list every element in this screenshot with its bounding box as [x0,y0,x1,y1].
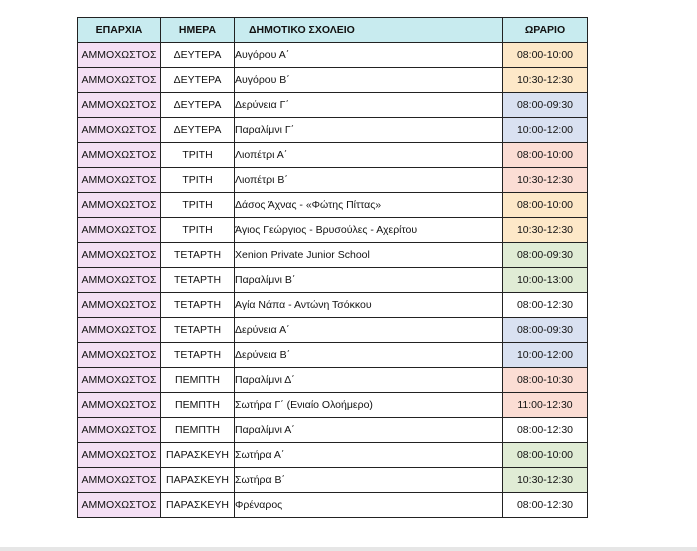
day-cell: ΤΡΙΤΗ [161,218,235,243]
time-cell: 10:30-12:30 [503,218,588,243]
district-cell: ΑΜΜΟΧΩΣΤΟΣ [78,343,161,368]
school-cell: Παραλίμνι Δ΄ [235,368,503,393]
school-cell: Παραλίμνι Β΄ [235,268,503,293]
day-cell: ΤΕΤΑΡΤΗ [161,243,235,268]
school-cell: Xenion Private Junior School [235,243,503,268]
table-row [78,343,588,368]
table-row [78,368,588,393]
district-cell: ΑΜΜΟΧΩΣΤΟΣ [78,493,161,518]
school-cell: Παραλίμνι Α΄ [235,418,503,443]
district-cell: ΑΜΜΟΧΩΣΤΟΣ [78,393,161,418]
time-cell: 10:00-12:00 [503,343,588,368]
district-cell: ΑΜΜΟΧΩΣΤΟΣ [78,43,161,68]
table-row [78,418,588,443]
time-cell: 08:00-12:30 [503,418,588,443]
school-cell: Σωτήρα Α΄ [235,443,503,468]
district-cell: ΑΜΜΟΧΩΣΤΟΣ [78,193,161,218]
time-cell: 08:00-12:30 [503,493,588,518]
header-time: ΩΡΑΡΙΟ [503,18,588,43]
time-cell: 08:00-10:00 [503,143,588,168]
day-cell: ΠΕΜΠΤΗ [161,393,235,418]
day-cell: ΠΑΡΑΣΚΕΥΗ [161,443,235,468]
school-cell: Δάσος Άχνας - «Φώτης Πίττας» [235,193,503,218]
school-cell: Σωτήρα Γ΄ (Ενιαίο Ολοήμερο) [235,393,503,418]
header-day: ΗΜΕΡΑ [161,18,235,43]
day-cell: ΤΡΙΤΗ [161,193,235,218]
table-row [78,218,588,243]
day-cell: ΤΕΤΑΡΤΗ [161,318,235,343]
district-cell: ΑΜΜΟΧΩΣΤΟΣ [78,118,161,143]
page-divider [0,547,697,551]
day-cell: ΤΡΙΤΗ [161,143,235,168]
table-row [78,118,588,143]
day-cell: ΠΑΡΑΣΚΕΥΗ [161,468,235,493]
school-cell: Φρέναρος [235,493,503,518]
district-cell: ΑΜΜΟΧΩΣΤΟΣ [78,293,161,318]
time-cell: 10:30-12:30 [503,68,588,93]
table-row [78,493,588,518]
district-cell: ΑΜΜΟΧΩΣΤΟΣ [78,268,161,293]
school-cell: Σωτήρα Β΄ [235,468,503,493]
district-cell: ΑΜΜΟΧΩΣΤΟΣ [78,318,161,343]
district-cell: ΑΜΜΟΧΩΣΤΟΣ [78,218,161,243]
day-cell: ΠΑΡΑΣΚΕΥΗ [161,493,235,518]
table-row [78,443,588,468]
time-cell: 10:00-12:00 [503,118,588,143]
school-cell: Άγιος Γεώργιος - Βρυσούλες - Αχερίτου [235,218,503,243]
schedule-table [77,17,588,518]
table-row [78,43,588,68]
district-cell: ΑΜΜΟΧΩΣΤΟΣ [78,468,161,493]
school-cell: Λιοπέτρι Α΄ [235,143,503,168]
day-cell: ΔΕΥΤΕΡΑ [161,68,235,93]
time-cell: 10:30-12:30 [503,468,588,493]
school-cell: Αυγόρου Β΄ [235,68,503,93]
time-cell: 08:00-10:00 [503,193,588,218]
district-cell: ΑΜΜΟΧΩΣΤΟΣ [78,243,161,268]
table-row [78,393,588,418]
district-cell: ΑΜΜΟΧΩΣΤΟΣ [78,168,161,193]
table-row [78,93,588,118]
day-cell: ΤΕΤΑΡΤΗ [161,343,235,368]
day-cell: ΔΕΥΤΕΡΑ [161,43,235,68]
district-cell: ΑΜΜΟΧΩΣΤΟΣ [78,68,161,93]
table-row [78,468,588,493]
header-school: ΔΗΜΟΤΙΚΟ ΣΧΟΛΕΙΟ [235,18,503,43]
time-cell: 10:30-12:30 [503,168,588,193]
time-cell: 08:00-10:30 [503,368,588,393]
school-cell: Δερύνεια Α΄ [235,318,503,343]
day-cell: ΠΕΜΠΤΗ [161,418,235,443]
time-cell: 08:00-09:30 [503,93,588,118]
time-cell: 08:00-12:30 [503,293,588,318]
district-cell: ΑΜΜΟΧΩΣΤΟΣ [78,93,161,118]
day-cell: ΔΕΥΤΕΡΑ [161,93,235,118]
school-cell: Δερύνεια Β΄ [235,343,503,368]
school-cell: Αγία Νάπα - Αντώνη Τσόκκου [235,293,503,318]
time-cell: 08:00-10:00 [503,43,588,68]
time-cell: 08:00-10:00 [503,443,588,468]
table-row [78,318,588,343]
day-cell: ΤΕΤΑΡΤΗ [161,293,235,318]
header-row [78,18,588,43]
day-cell: ΤΕΤΑΡΤΗ [161,268,235,293]
day-cell: ΔΕΥΤΕΡΑ [161,118,235,143]
table-body [78,43,588,518]
school-cell: Λιοπέτρι Β΄ [235,168,503,193]
school-cell: Δερύνεια Γ΄ [235,93,503,118]
time-cell: 08:00-09:30 [503,243,588,268]
table-row [78,293,588,318]
table-row [78,193,588,218]
day-cell: ΤΡΙΤΗ [161,168,235,193]
school-cell: Αυγόρου Α΄ [235,43,503,68]
district-cell: ΑΜΜΟΧΩΣΤΟΣ [78,368,161,393]
table-row [78,168,588,193]
district-cell: ΑΜΜΟΧΩΣΤΟΣ [78,418,161,443]
table-row [78,243,588,268]
table-row [78,143,588,168]
header-district: ΕΠΑΡΧΙΑ [78,18,161,43]
day-cell: ΠΕΜΠΤΗ [161,368,235,393]
time-cell: 10:00-13:00 [503,268,588,293]
district-cell: ΑΜΜΟΧΩΣΤΟΣ [78,143,161,168]
time-cell: 08:00-09:30 [503,318,588,343]
table-row [78,68,588,93]
table-row [78,268,588,293]
school-cell: Παραλίμνι Γ΄ [235,118,503,143]
time-cell: 11:00-12:30 [503,393,588,418]
district-cell: ΑΜΜΟΧΩΣΤΟΣ [78,443,161,468]
